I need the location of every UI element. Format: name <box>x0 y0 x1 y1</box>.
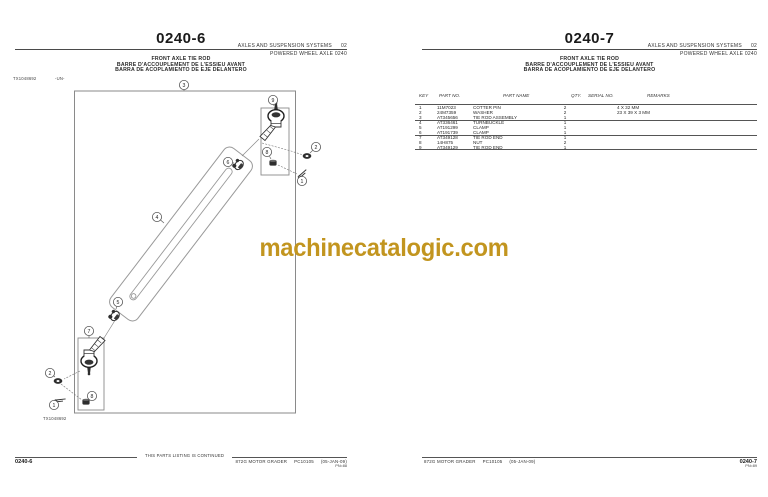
cell-qty: 1 <box>563 134 567 140</box>
pub-date: (05-JAN-09) <box>509 459 536 464</box>
cell-part-no: AT336461 <box>437 119 458 125</box>
col-header-qty: QTY. <box>571 93 582 98</box>
catalog-number: PC10105 <box>482 459 503 464</box>
tie-rod-end-upper <box>260 102 284 141</box>
right-section-code: 02 <box>750 43 757 49</box>
model-name: 872G MOTOR GRADER <box>235 459 288 464</box>
callout-6 <box>223 157 232 166</box>
cell-part-no: 11M7023 <box>437 105 456 110</box>
cell-part-name: NUT <box>473 139 483 145</box>
cell-part-no: AT191299 <box>437 124 458 130</box>
callout-leader <box>116 307 117 309</box>
callout-2 <box>311 142 320 151</box>
washer-upper <box>303 153 312 159</box>
cell-qty: 1 <box>563 114 567 120</box>
callout-5 <box>113 297 122 306</box>
callout-2 <box>45 368 54 377</box>
cell-key: 6 <box>419 129 422 135</box>
cell-part-no: AT191739 <box>437 129 458 135</box>
svg-text:1: 1 <box>300 178 304 185</box>
cell-part-no: AT345656 <box>437 114 458 120</box>
col-header-remarks: REMARKS <box>647 93 670 98</box>
right-subsection: POWERED WHEEL AXLE 0240 <box>680 50 757 57</box>
cell-key: 4 <box>419 119 422 125</box>
model-name: 872G MOTOR GRADER <box>424 459 476 464</box>
cell-part-name: TIE ROD END <box>473 144 503 150</box>
cell-qty: 1 <box>563 129 567 135</box>
cell-remarks: 23 X 39 X 3 MM <box>617 109 650 115</box>
svg-text:3: 3 <box>182 82 186 89</box>
figure-caption: TX1048692 <box>43 416 67 421</box>
svg-text:9: 9 <box>271 97 275 104</box>
col-header-key: KEY <box>419 93 429 98</box>
cell-key: 3 <box>419 114 422 120</box>
cell-part-name: WASHER <box>473 109 493 115</box>
cell-qty: 1 <box>563 119 567 125</box>
col-header-serial-no: SERIAL NO. <box>588 93 614 98</box>
cell-part-name: TIE ROD ASSEMBLY <box>473 114 518 120</box>
left-subsection: POWERED WHEEL AXLE 0240 <box>270 50 347 57</box>
right-footer-pub <box>424 459 535 464</box>
cell-qty: 2 <box>563 139 567 145</box>
title-es: BARRA DE ACOPLAMIENTO DE EJE DELANTERO <box>115 67 247 74</box>
callout-4 <box>152 212 161 221</box>
cell-key: 7 <box>419 134 422 140</box>
callout-1 <box>297 176 306 185</box>
callout-leader <box>310 150 313 153</box>
title-fr: BARRE D'ACCOUPLEMENT DE L'ESSIEU AVANT <box>525 61 654 68</box>
figure-orientation: -UN- <box>55 76 65 81</box>
svg-text:8: 8 <box>265 149 269 156</box>
title-en: FRONT AXLE TIE ROD <box>151 56 211 62</box>
title-es: BARRA DE ACOPLAMIENTO DE EJE DELANTERO <box>523 67 656 74</box>
right-footer-pn: PN=89 <box>745 464 757 468</box>
cell-part-no: 24M7359 <box>437 109 457 115</box>
left-page-number: 0240-6 <box>156 30 206 47</box>
right-title-block <box>422 57 757 74</box>
svg-text:7: 7 <box>87 328 91 335</box>
left-footer-pn: PN=88 <box>335 463 347 468</box>
right-page-number: 0240-7 <box>564 30 615 47</box>
title-fr: BARRE D'ACCOUPLEMENT DE L'ESSIEU AVANT <box>116 61 246 68</box>
left-section-title: AXLES AND SUSPENSION SYSTEMS <box>237 43 332 49</box>
svg-text:8: 8 <box>90 393 94 400</box>
callout-leader <box>161 220 164 223</box>
table-group-rule <box>415 149 757 150</box>
right-section-title: AXLES AND SUSPENSION SYSTEMS <box>647 43 742 49</box>
callout-8 <box>87 391 96 400</box>
cell-part-name: CLAMP <box>473 129 489 135</box>
continued-note: THIS PARTS LISTING IS CONTINUED <box>144 453 225 458</box>
figure-id: TX1048692 <box>13 76 37 81</box>
col-header-part-no: PART NO. <box>439 93 461 98</box>
cell-part-name: TIE ROD END <box>473 134 503 140</box>
callout-8 <box>262 147 271 156</box>
clamp-upper <box>231 158 245 172</box>
washer-lower <box>54 378 63 384</box>
svg-text:6: 6 <box>226 159 230 166</box>
svg-text:5: 5 <box>116 299 120 306</box>
callout-leader <box>54 376 55 377</box>
cell-part-name: CLAMP <box>473 124 489 130</box>
svg-text:1: 1 <box>52 402 56 409</box>
upper-axis-line <box>242 139 259 156</box>
cell-remarks: 4 X 32 MM <box>617 105 640 110</box>
watermark: machinecatalogic.com <box>259 234 509 262</box>
cell-key: 8 <box>419 139 422 145</box>
cell-part-name: TURNBUCKLE <box>473 119 505 125</box>
catalog-number: PC10105 <box>294 459 314 464</box>
cell-part-no: AT349129 <box>437 144 458 150</box>
cell-key: 1 <box>419 105 422 110</box>
title-en: FRONT AXLE TIE ROD <box>559 56 620 62</box>
col-header-part-name: PART NAME <box>503 93 530 98</box>
cell-key: 5 <box>419 124 422 130</box>
callout-9 <box>268 95 277 104</box>
cell-qty: 2 <box>563 105 567 110</box>
cell-part-no: 14H875 <box>437 139 454 145</box>
callout-1 <box>49 400 58 409</box>
callout-7 <box>84 326 93 335</box>
svg-text:2: 2 <box>314 144 318 151</box>
svg-text:2: 2 <box>48 370 52 377</box>
cell-key: 2 <box>419 109 422 115</box>
clamp-lower <box>107 309 121 323</box>
tie-rod-end-lower <box>81 337 105 376</box>
cell-qty: 1 <box>563 144 567 150</box>
cell-part-name: COTTER PIN <box>473 105 501 110</box>
cell-qty: 2 <box>563 109 567 115</box>
cell-qty: 1 <box>563 124 567 130</box>
right-footer-page-number: 0240-7 <box>739 458 757 465</box>
callout-3 <box>179 80 188 89</box>
cell-key: 9 <box>419 144 422 150</box>
left-section-code: 02 <box>340 43 347 49</box>
nut-upper <box>269 160 276 166</box>
pub-date: (05-JAN-09) <box>320 459 347 464</box>
callout-leader <box>269 156 271 159</box>
cell-part-no: AT349128 <box>437 134 458 140</box>
parts-table <box>415 93 757 155</box>
svg-text:4: 4 <box>155 214 159 221</box>
left-footer-page-number: 0240-6 <box>15 458 33 465</box>
